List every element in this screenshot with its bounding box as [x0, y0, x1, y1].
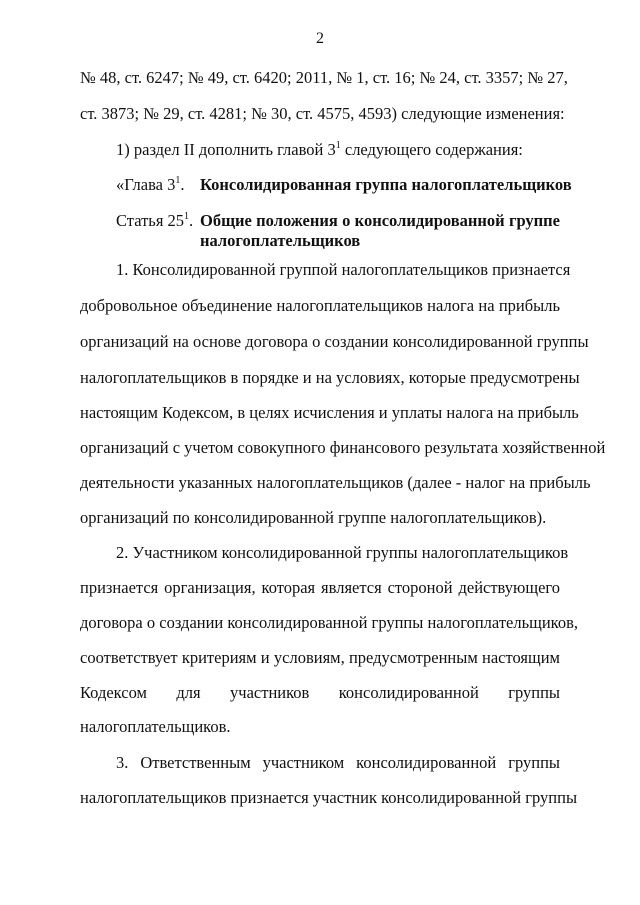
article-title-line-1: Общие положения о консолидированной группе [200, 211, 560, 230]
para-2-line-5: Кодексом для участников консолидированной группы [80, 683, 560, 702]
para-2-line-6: налогоплательщиков. [80, 717, 231, 736]
article-heading [80, 211, 560, 255]
para-2-line-4: соответствует критериям и условиям, предусмотренным настоящим [80, 648, 560, 667]
para-1-line-4: налогоплательщиков в порядке и на условиях, которые предусмотрены [80, 368, 580, 387]
chapter-title: Консолидированная группа налогоплательщиков [200, 175, 572, 194]
chapter-heading [80, 175, 572, 197]
para-2-line-1: 2. Участником консолидированной группы налогоплательщиков [116, 543, 569, 562]
item-1-sup: 1 [335, 140, 341, 151]
chapter-sup: 1 [175, 175, 181, 186]
page-number: 2 [316, 30, 324, 47]
para-3-line-2: налогоплательщиков признается участник консолидированной группы [80, 788, 578, 807]
article-label [116, 211, 193, 231]
item-1 [116, 140, 560, 160]
para-1-line-7: деятельности указанных налогоплательщиков (далее - налог на прибыль [80, 473, 591, 492]
article-title [200, 211, 560, 251]
para-1-line-8: организаций по консолидированной группе налогоплательщиков). [80, 508, 547, 527]
para-2-line-3: договора о создании консолидированной группы налогоплательщиков, [80, 613, 578, 632]
item-1-text: 1) раздел II дополнить главой 3 [116, 140, 336, 159]
para-1-line-3: организаций на основе договора о создании консолидированной группы [80, 332, 589, 351]
para-3-line-1: 3. Ответственным участником консолидированной группы [116, 753, 560, 772]
para-1-line-5: настоящим Кодексом, в целях исчисления и уплаты налога на прибыль [80, 403, 579, 422]
chapter-label-text: «Глава 3 [116, 175, 176, 194]
para-1-line-2: добровольное объединение налогоплательщиков налога на прибыль [80, 296, 560, 315]
article-title-line-2: налогоплательщиков [200, 231, 361, 250]
article-label-tail: . [189, 211, 194, 230]
item-1-tail: следующего содержания: [340, 140, 523, 159]
article-sup: 1 [184, 211, 190, 222]
para-1-line-1: 1. Консолидированной группой налогоплательщиков признается [116, 260, 571, 279]
article-label-text: Статья 25 [116, 211, 185, 230]
intro-line-2: ст. 3873; № 29, ст. 4281; № 30, ст. 4575, 4593) следующие изменения: [80, 104, 565, 123]
chapter-label-tail: . [180, 175, 185, 194]
para-2-line-2: признается организация, которая является стороной действующего [80, 578, 560, 597]
intro-line-1: № 48, ст. 6247; № 49, ст. 6420; 2011, № 1, ст. 16; № 24, ст. 3357; № 27, [80, 68, 568, 87]
chapter-label [116, 175, 185, 195]
para-1-line-6: организаций с учетом совокупного финансового результата хозяйственной [80, 438, 606, 457]
